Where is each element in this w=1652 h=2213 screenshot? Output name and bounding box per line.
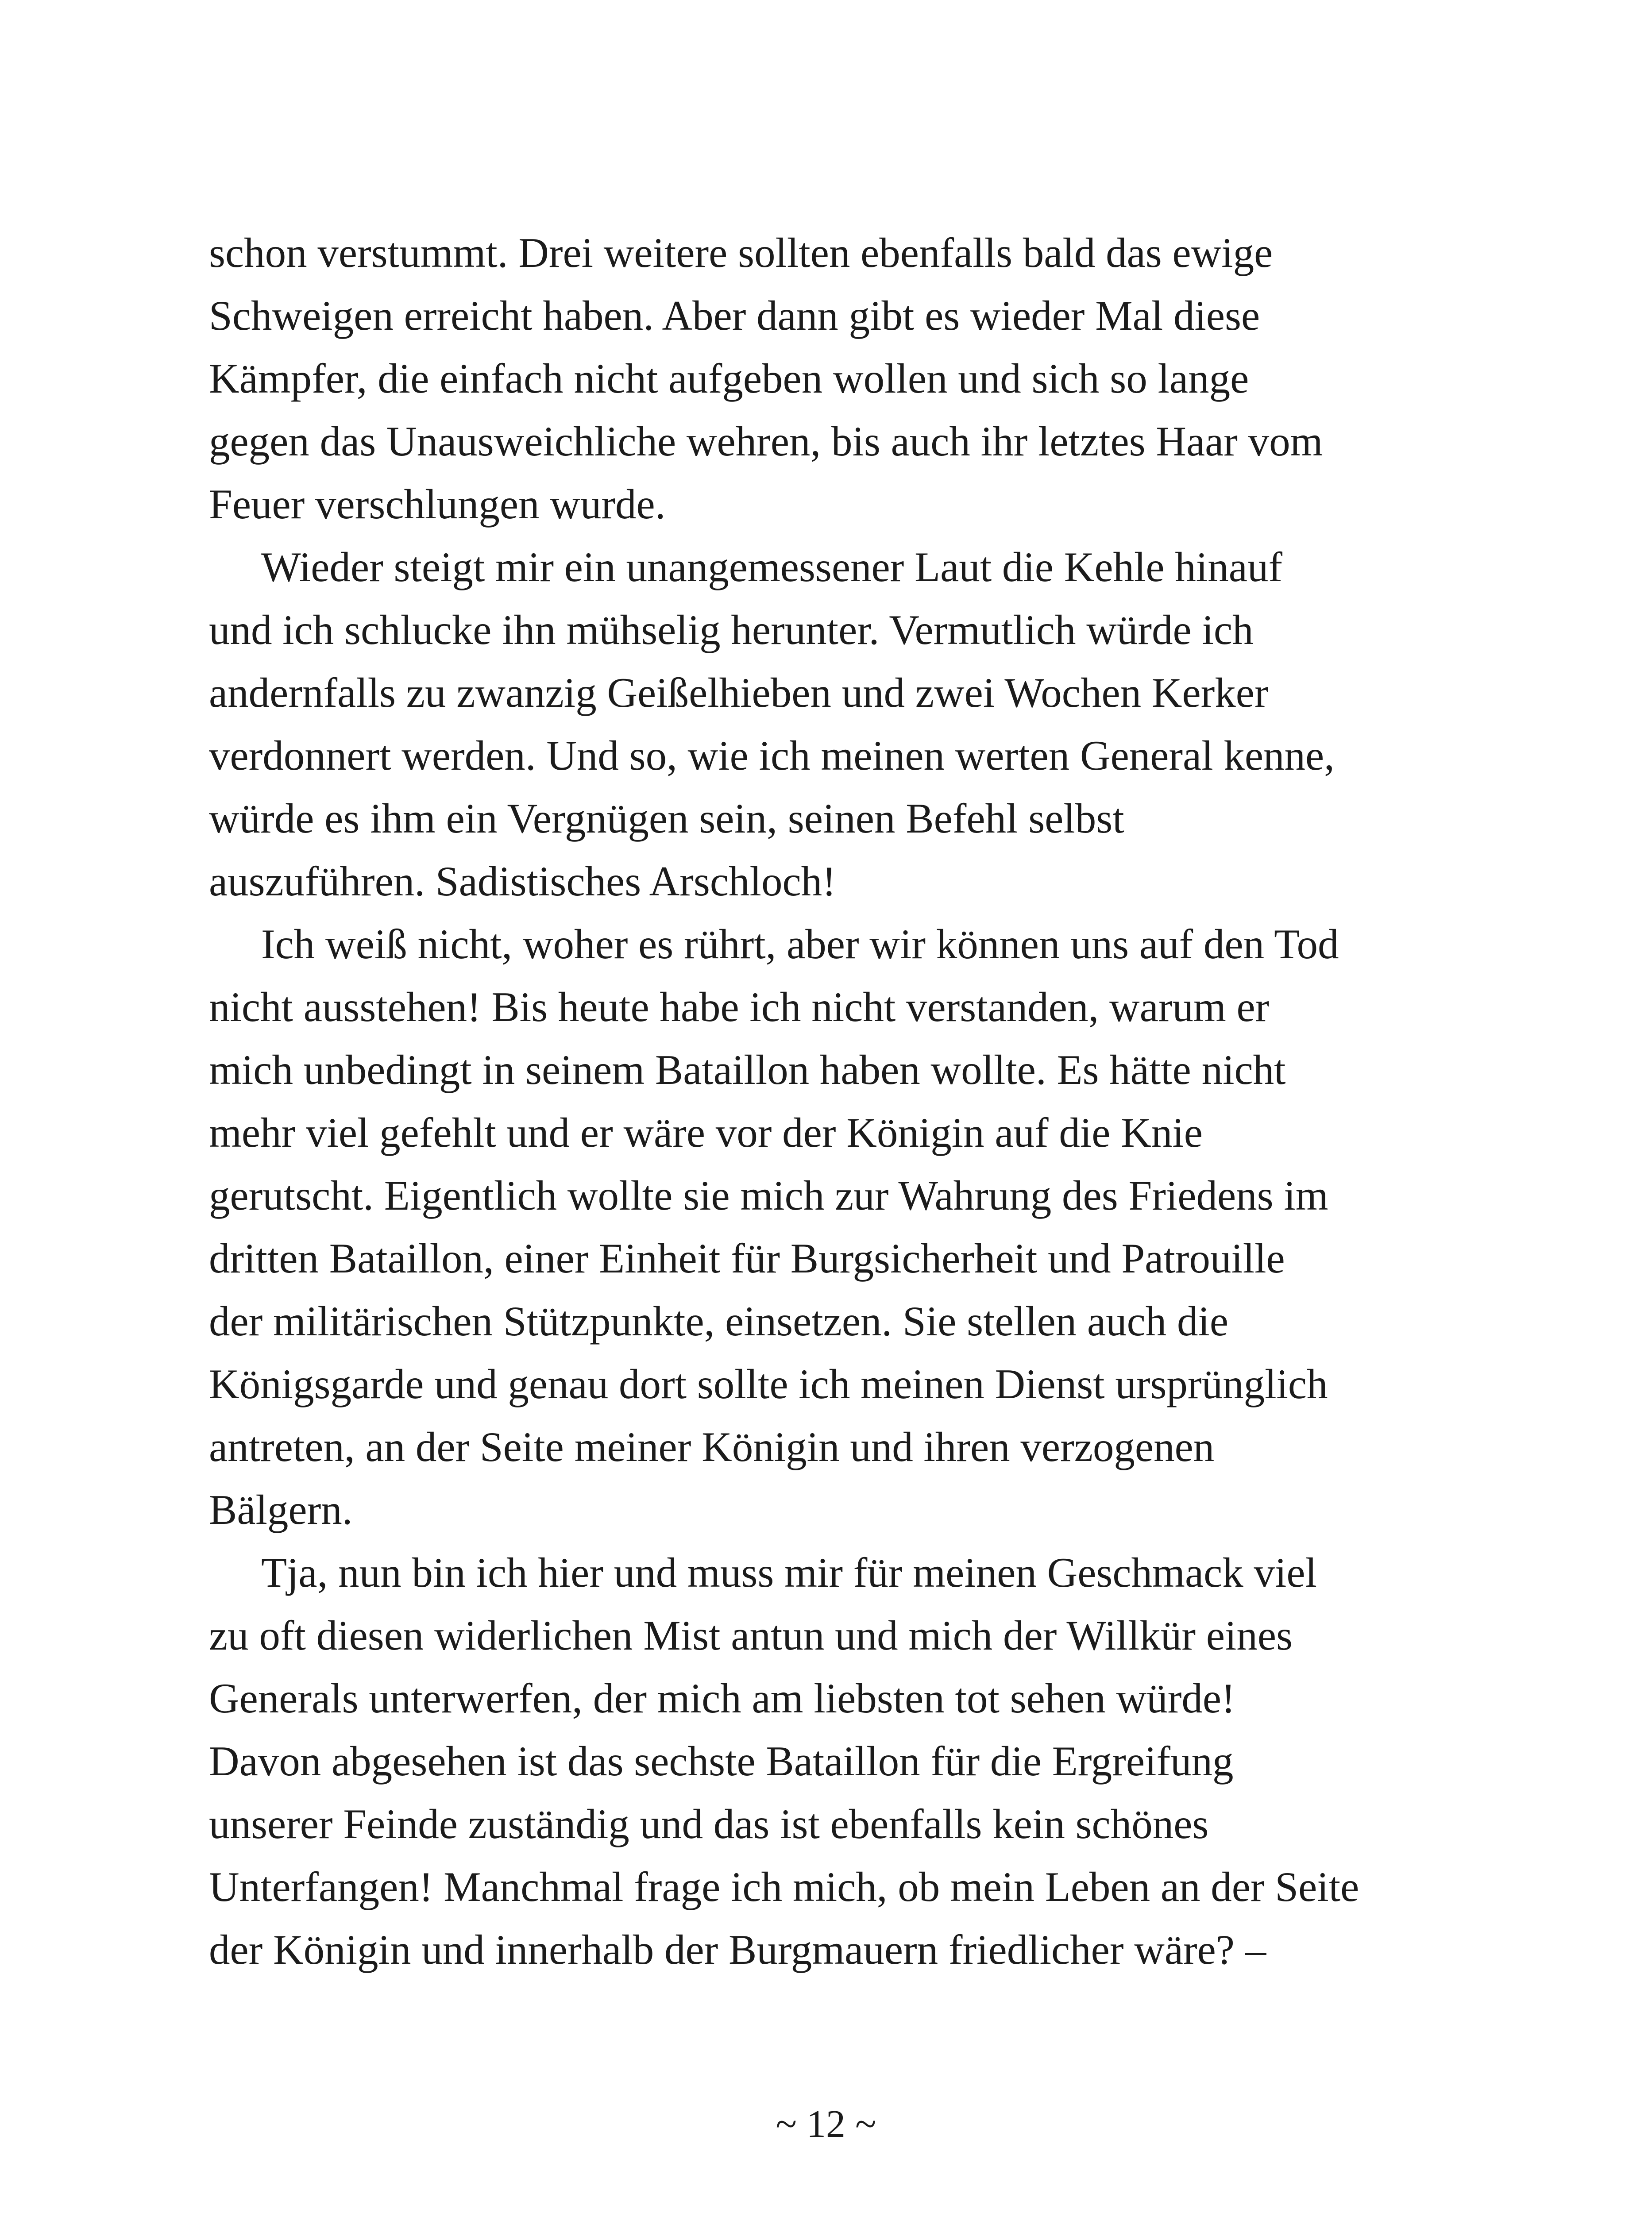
text-line: mich unbedingt in seinem Bataillon haben wollte. Es hätte nicht <box>209 1046 1286 1093</box>
text-line: nicht ausstehen! Bis heute habe ich nicht verstanden, warum er <box>209 983 1270 1030</box>
text-line: andernfalls zu zwanzig Geißelhieben und zwei Wochen Kerker <box>209 669 1269 716</box>
text-line: mehr viel gefehlt und er wäre vor der Königin auf die Knie <box>209 1109 1203 1156</box>
paragraph-4 <box>209 1541 1448 1981</box>
text-line: gerutscht. Eigentlich wollte sie mich zur Wahrung des Friedens im <box>209 1172 1328 1219</box>
text-line: Feuer verschlungen wurde. <box>209 481 666 528</box>
paragraph-3 <box>209 913 1448 1541</box>
text-line: der Königin und innerhalb der Burgmauern friedlicher wäre? – <box>209 1926 1266 1973</box>
paragraph-2 <box>209 536 1448 913</box>
text-line: zu oft diesen widerlichen Mist antun und mich der Willkür eines <box>209 1612 1293 1659</box>
text-line: unserer Feinde zuständig und das ist ebenfalls kein schönes <box>209 1800 1209 1847</box>
text-line: verdonnert werden. Und so, wie ich meinen werten General kenne, <box>209 732 1335 779</box>
text-line: Davon abgesehen ist das sechste Bataillon für die Ergreifung <box>209 1738 1234 1785</box>
text-line: der militärischen Stützpunkte, einsetzen. Sie stellen auch die <box>209 1298 1229 1345</box>
text-line: Tja, nun bin ich hier und muss mir für meinen Geschmack viel <box>261 1549 1317 1596</box>
text-line: Wieder steigt mir ein unangemessener Laut die Kehle hinauf <box>261 544 1282 590</box>
text-line: Generals unterwerfen, der mich am liebsten tot sehen würde! <box>209 1675 1235 1722</box>
text-line: Schweigen erreicht haben. Aber dann gibt es wieder Mal diese <box>209 292 1260 339</box>
text-line: dritten Bataillon, einer Einheit für Burgsicherheit und Patrouille <box>209 1235 1285 1282</box>
text-line: auszuführen. Sadistisches Arschloch! <box>209 858 836 905</box>
text-line: antreten, an der Seite meiner Königin und ihren verzogenen <box>209 1423 1215 1470</box>
text-line: gegen das Unausweichliche wehren, bis auch ihr letztes Haar vom <box>209 418 1323 465</box>
text-line: Ich weiß nicht, woher es rührt, aber wir können uns auf den Tod <box>261 921 1339 968</box>
text-line: und ich schlucke ihn mühselig herunter. Vermutlich würde ich <box>209 606 1254 653</box>
text-line: Bälgern. <box>209 1486 353 1533</box>
body-text <box>209 221 1448 1981</box>
text-line: Königsgarde und genau dort sollte ich meinen Dienst ursprünglich <box>209 1361 1328 1407</box>
text-line: Unterfangen! Manchmal frage ich mich, ob mein Leben an der Seite <box>209 1863 1359 1910</box>
text-line: schon verstummt. Drei weitere sollten ebenfalls bald das ewige <box>209 229 1273 276</box>
text-line: würde es ihm ein Vergnügen sein, seinen Befehl selbst <box>209 795 1124 842</box>
paragraph-1 <box>209 221 1448 536</box>
text-line: Kämpfer, die einfach nicht aufgeben wollen und sich so lange <box>209 355 1249 402</box>
page-number: ~ 12 ~ <box>776 2103 876 2146</box>
